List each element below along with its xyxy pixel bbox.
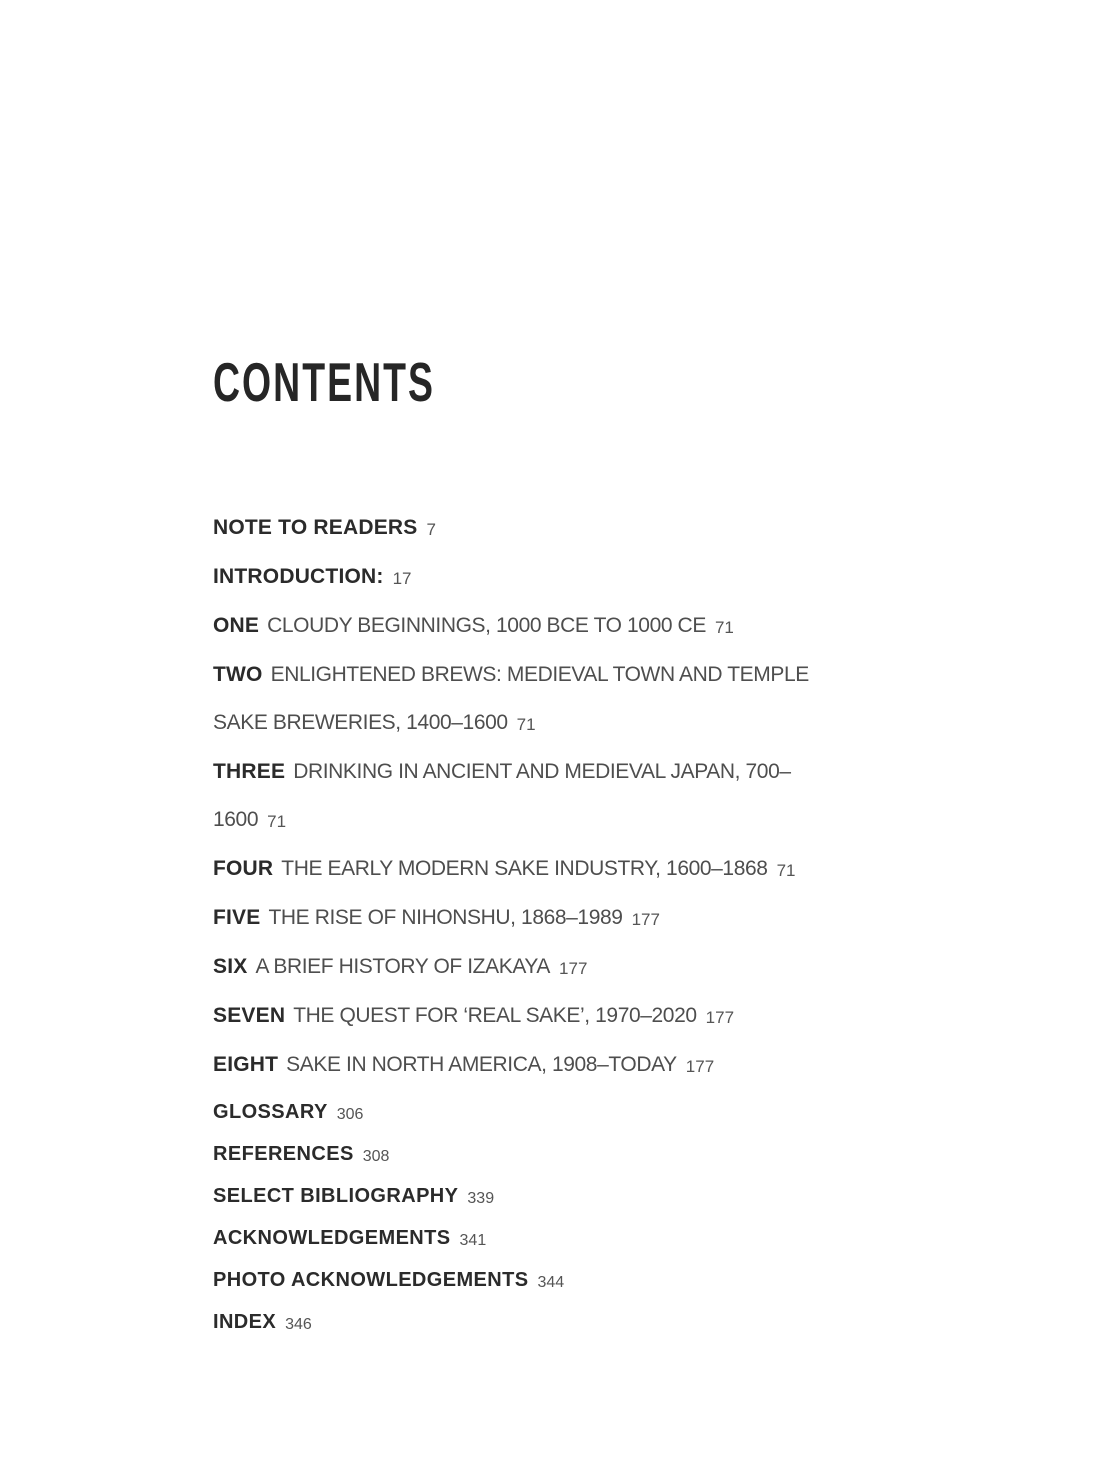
page-number: 308: [362, 1148, 390, 1165]
page-number: 17: [392, 569, 412, 588]
chapter-title: ENLIGHTENED BREWS: MEDIEVAL TOWN AND TEMPLE SAKE BREWERIES, 1400–1600: [213, 663, 809, 734]
toc-entry: [213, 748, 825, 845]
page-number: 177: [631, 910, 660, 929]
page-number: 71: [267, 812, 287, 831]
chapter-label: TWO: [213, 663, 263, 686]
toc-entry: [213, 602, 825, 651]
toc-entry: [213, 651, 825, 748]
chapter-title: A BRIEF HISTORY OF IZAKAYA: [255, 955, 551, 978]
back-matter-label: PHOTO ACKNOWLEDGEMENTS: [213, 1269, 529, 1291]
back-matter-item: [213, 1134, 863, 1176]
back-matter-item: [213, 1092, 863, 1134]
chapter-title: DRINKING IN ANCIENT AND MEDIEVAL JAPAN, 700–1600: [213, 760, 791, 831]
page-number: 344: [537, 1274, 565, 1291]
page-number: 341: [459, 1232, 487, 1249]
toc-entry: [213, 553, 825, 602]
toc-entry: [213, 1041, 825, 1090]
page-number: 339: [467, 1190, 495, 1207]
chapter-label: THREE: [213, 760, 286, 783]
chapter-label: FOUR: [213, 857, 274, 880]
chapter-list: [213, 504, 825, 1090]
back-matter-label: INDEX: [213, 1311, 277, 1333]
chapter-title: THE RISE OF NIHONSHU, 1868–1989: [268, 906, 623, 929]
chapter-label: NOTE TO READERS: [213, 516, 418, 539]
chapter-title: THE QUEST FOR ‘REAL SAKE’, 1970–2020: [293, 1004, 697, 1027]
toc-entry: [213, 845, 825, 894]
page-number: 7: [426, 520, 436, 539]
page-number: 306: [336, 1106, 364, 1123]
page-title: CONTENTS: [213, 351, 436, 413]
page-number: 71: [516, 715, 536, 734]
page-number: 177: [685, 1057, 715, 1076]
page-number: 71: [776, 861, 796, 880]
page-number: 71: [714, 618, 734, 637]
chapter-title: CLOUDY BEGINNINGS, 1000 BCE TO 1000 CE: [267, 614, 706, 637]
page-number: 346: [285, 1316, 312, 1333]
toc-entry: [213, 943, 825, 992]
toc-entry: [213, 504, 825, 553]
toc-entry: [213, 894, 825, 943]
page-number: 177: [705, 1008, 735, 1027]
back-matter-item: [213, 1176, 863, 1218]
back-matter-item: [213, 1260, 863, 1302]
chapter-label: EIGHT: [213, 1053, 279, 1076]
back-matter-label: REFERENCES: [213, 1143, 354, 1165]
toc-entry: [213, 992, 825, 1041]
chapter-title: THE EARLY MODERN SAKE INDUSTRY, 1600–1868: [281, 857, 768, 880]
page-number: 177: [559, 959, 588, 978]
chapter-label: FIVE: [213, 906, 261, 929]
back-matter-label: GLOSSARY: [213, 1101, 328, 1123]
chapter-label: ONE: [213, 614, 260, 637]
chapter-label: SIX: [213, 955, 248, 978]
back-matter-label: ACKNOWLEDGEMENTS: [213, 1227, 451, 1249]
back-matter-label: SELECT BIBLIOGRAPHY: [213, 1185, 459, 1207]
chapter-label: INTRODUCTION:: [213, 565, 384, 588]
chapter-label: SEVEN: [213, 1004, 286, 1027]
back-matter-list: [213, 1092, 863, 1344]
back-matter-item: [213, 1218, 863, 1260]
back-matter-item: [213, 1302, 863, 1344]
chapter-title: SAKE IN NORTH AMERICA, 1908–TODAY: [286, 1053, 677, 1076]
